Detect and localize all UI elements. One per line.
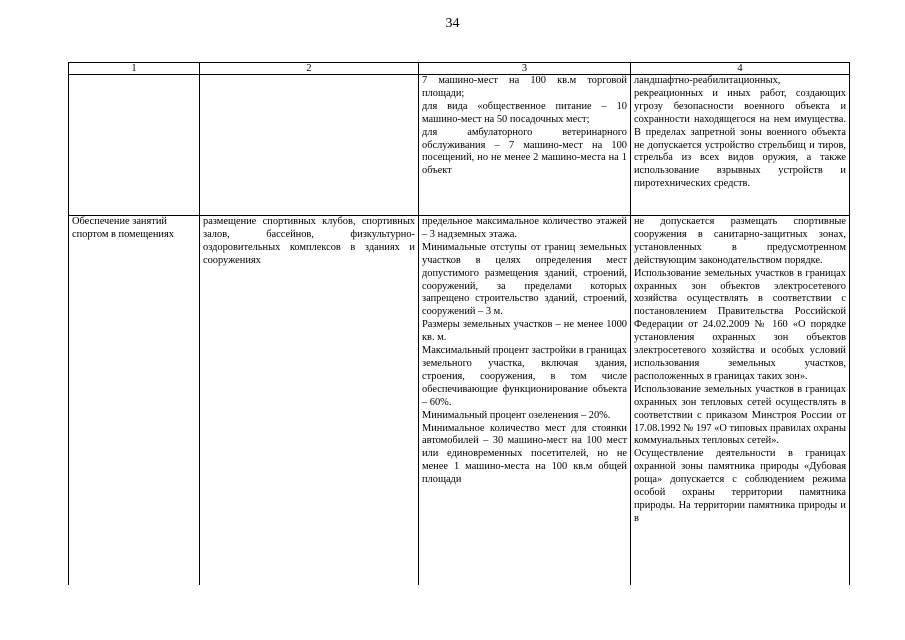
row1-col2-cell: [200, 75, 419, 216]
row2-col4-paragraph: Использование земельных участков в границах охранных зон объектов электросетевого хозяйства осуществлять в соответствии с постановлением Правительства Российской Федерации от 24.02.2009 № 160 «О порядке установления охранных зон объектов электросетевого хозяйства и особых условий использования земельных участков, расположенных в границах таких зон».: [634, 267, 846, 382]
row2-col4-cell: [631, 216, 850, 586]
row2-col3-paragraph: Минимальное количество мест для стоянки автомобилей – 30 машино-мест на 100 мест или единовременных посетителей, но не менее 1 машино-места на 100 кв.м общей площади: [422, 422, 627, 486]
row1-col4-paragraph: ландшафтно-реабилитационных, рекреационных и иных работ, создающих угрозу безопасности военного объекта и сохранности находящегося на нем имущества. В пределах запретной зоны военного объекта не допускается устройство стрельбищ и тиров, стрельба из всех видов оружия, а также использование взрывных устройств и пиротехнических средств.: [634, 75, 846, 190]
row2-col4-paragraph: Осуществление деятельности в границах охранной зоны памятника природы «Дубовая роща» допускается с соблюдением режима особой охраны территории памятника природы. На территории памятника природы и в: [634, 448, 846, 524]
header-cell-3: 3: [419, 63, 631, 75]
row1-col3-cell: [419, 75, 631, 216]
header-cell-1: 1: [69, 63, 200, 75]
row2-col1-cell: [69, 216, 200, 586]
row2-col3-paragraph: Минимальные отступы от границ земельных участков в целях определения мест допустимого размещения зданий, строений, сооружений, за пределами которых запрещено строительство зданий, строений, сооружений – 3 м.: [422, 241, 627, 318]
row2-col3-paragraph: Минимальный процент озеленения – 20%.: [422, 409, 611, 421]
document-table: [68, 62, 850, 585]
row1-col1-cell: [69, 75, 200, 216]
row2-col4-paragraph: не допускается размещать спортивные сооружения в санитарно-защитных зонах, установленных в предусмотренном действующим законодательством порядке.: [634, 216, 846, 266]
table-row: [69, 75, 850, 216]
row1-col3-paragraph: для амбулаторного ветеринарного обслуживания – 7 машино-мест на 100 посещений, но не менее 2 машино-места на 1 объект: [422, 126, 627, 177]
activity-description: размещение спортивных клубов, спортивных залов, бассейнов, физкультурно-оздоровительных комплексов в зданиях и сооружениях: [203, 216, 415, 266]
row1-col3-paragraph: 7 машино-мест на 100 кв.м торговой площади;: [422, 75, 627, 99]
header-cell-4: 4: [631, 63, 850, 75]
activity-name: Обеспечение занятий спортом в помещениях: [72, 216, 174, 240]
row1-col3-paragraph: для вида «общественное питание – 10 машино-мест на 50 посадочных мест;: [422, 100, 627, 125]
row2-col3-paragraph: Максимальный процент застройки в границах земельного участка, включая здания, строения, сооружения, в том числе обеспечивающие функционирование объекта – 60%.: [422, 345, 627, 408]
table-header-row: [69, 63, 850, 75]
row2-col4-paragraph: Использование земельных участков в границах охранных зон тепловых сетей осуществлять в соответствии с приказом Минстроя России от 17.08.1992 № 197 «О типовых правилах охраны коммунальных тепловых сетей».: [634, 383, 846, 447]
header-cell-2: 2: [200, 63, 419, 75]
row2-col2-cell: [200, 216, 419, 586]
page-number: 34: [445, 16, 460, 31]
table-row: [69, 216, 850, 586]
row2-col3-cell: [419, 216, 631, 586]
row2-col3-paragraph: Размеры земельных участков – не менее 1000 кв. м.: [422, 319, 627, 344]
row2-col3-paragraph: предельное максимальное количество этажей – 3 надземных этажа.: [422, 216, 627, 240]
row1-col4-cell: [631, 75, 850, 216]
